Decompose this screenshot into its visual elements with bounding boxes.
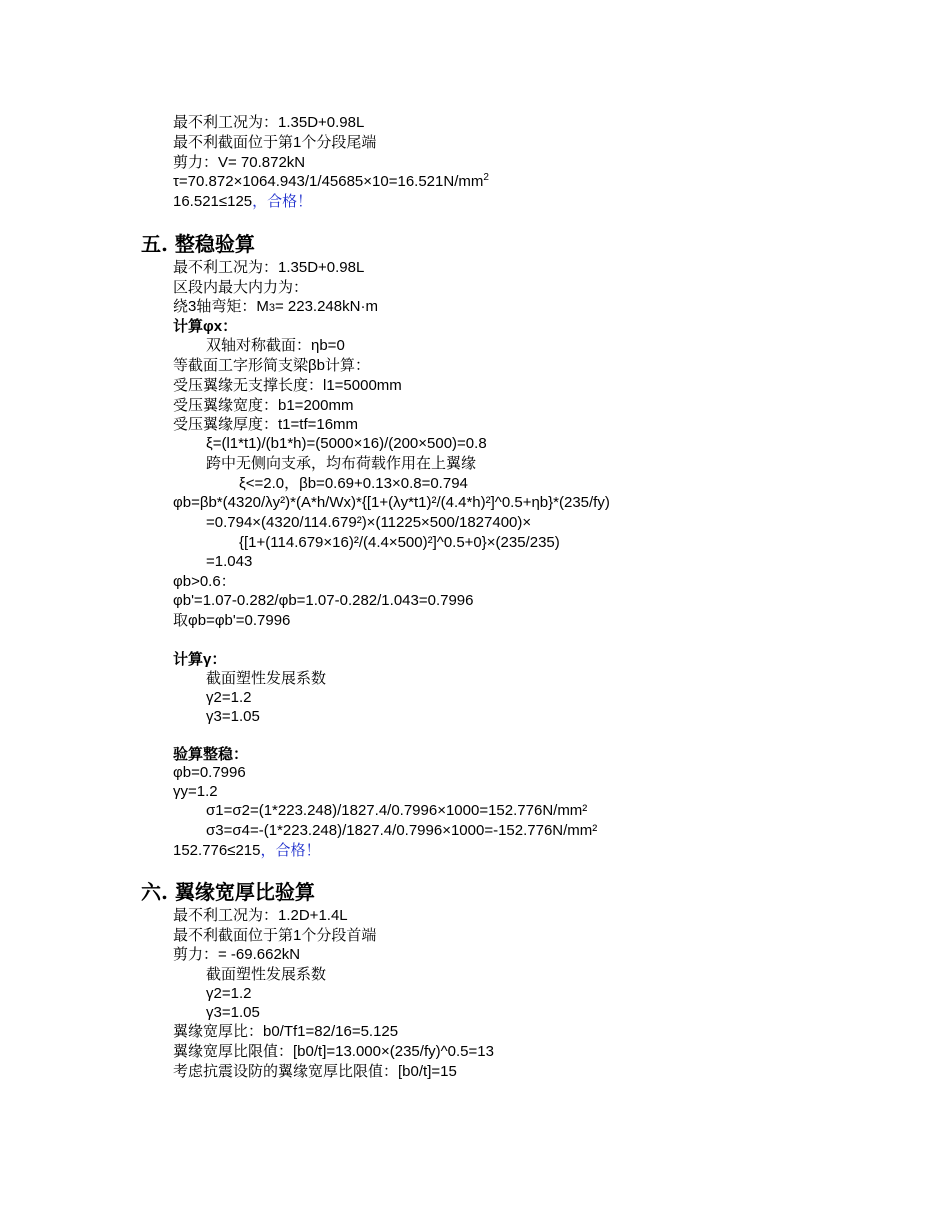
- s6-plastic-coef: 截面塑性发展系数: [206, 966, 327, 983]
- s6-section: 最不利截面位于第1个分段首端: [173, 927, 377, 944]
- pass-label: ，合格！: [260, 842, 321, 859]
- xi-condition: ξ<=2.0，βb=0.69+0.13×0.8=0.794: [239, 475, 468, 492]
- l1-length: 受压翼缘无支撑长度：l1=5000mm: [173, 377, 402, 394]
- phib-take: 取φb=φb'=0.7996: [173, 612, 291, 629]
- s5-max-force: 区段内最大内力为：: [173, 279, 309, 296]
- s6-force: 剪力：= -69.662kN: [173, 946, 301, 963]
- gamma-y: γy=1.2: [173, 783, 218, 800]
- flange-ratio-limit: 翼缘宽厚比限值：[b0/t]=13.000×(235/fy)^0.5=13: [173, 1043, 494, 1060]
- s6-gamma-3: γ3=1.05: [206, 1004, 260, 1021]
- t1-thickness: 受压翼缘厚度：t1=tf=16mm: [173, 416, 359, 433]
- flange-ratio: 翼缘宽厚比：b0/Tf1=82/16=5.125: [173, 1023, 399, 1040]
- sigma-12: σ1=σ2=(1*223.248)/1827.4/0.7996×1000=152.776N/mm²: [206, 802, 588, 819]
- shear-tau: $\tau=70.872\times 1064.943/1/45685\times 10=16.521N/mm^2$: [173, 172, 489, 190]
- phib-gt-06: φb>0.6：: [173, 573, 236, 590]
- phib-result: =1.043: [206, 553, 253, 570]
- gamma-title: 计算γ：: [173, 651, 227, 668]
- s6-case: 最不利工况为：1.2D+1.4L: [173, 907, 348, 924]
- s6-gamma-2: γ2=1.2: [206, 985, 252, 1002]
- beta-calc: 等截面工字形简支梁βb计算：: [173, 357, 370, 374]
- phix-title: 计算φx：: [173, 318, 238, 335]
- xi-formula: ξ=(l1*t1)/(b1*h)=(5000×16)/(200×500)=0.8: [206, 435, 487, 452]
- phib-value: φb=0.7996: [173, 764, 246, 781]
- section-6-title: 六. 翼缘宽厚比验算: [141, 880, 315, 904]
- shear-check: 16.521≤125，合格！: [173, 193, 313, 210]
- phib-prime: φb'=1.07-0.282/φb=1.07-0.282/1.043=0.7996: [173, 592, 474, 609]
- shear-section: 最不利截面位于第1个分段尾端: [173, 134, 377, 151]
- s5-check: 152.776≤215，合格！: [173, 842, 321, 859]
- sigma-34: σ3=σ4=-(1*223.248)/1827.4/0.7996×1000=-152.776N/mm²: [206, 822, 598, 839]
- lateral-note: 跨中无侧向支承，均布荷载作用在上翼缘: [206, 455, 477, 472]
- phib-formula: φb=βb*(4320/λy²)*(A*h/Wx)*{[1+(λy*t1)²/(4.4*h)²]^0.5+ηb}*(235/fy): [173, 494, 610, 511]
- section-5-title: 五. 整稳验算: [141, 232, 255, 256]
- s5-case: 最不利工况为：1.35D+0.98L: [173, 259, 365, 276]
- gamma-3: γ3=1.05: [206, 708, 260, 725]
- s5-moment: 绕3轴弯矩：M3= 223.248kN·m: [173, 298, 378, 315]
- verify-title: 验算整稳：: [173, 746, 249, 763]
- phib-substitution-1: =0.794×(4320/114.679²)×(11225×500/1827400)×: [206, 514, 532, 531]
- eta-b: 双轴对称截面：ηb=0: [206, 337, 345, 354]
- gamma-2: γ2=1.2: [206, 689, 252, 706]
- plastic-coef: 截面塑性发展系数: [206, 670, 327, 687]
- shear-case: 最不利工况为：1.35D+0.98L: [173, 114, 365, 131]
- shear-force: 剪力：V= 70.872kN: [173, 154, 306, 171]
- seismic-ratio-limit: 考虑抗震设防的翼缘宽厚比限值：[b0/t]=15: [173, 1063, 457, 1080]
- phib-substitution-2: {[1+(114.679×16)²/(4.4×500)²]^0.5+0}×(235/235): [239, 534, 560, 551]
- b1-width: 受压翼缘宽度：b1=200mm: [173, 397, 354, 414]
- pass-label: ，合格！: [252, 193, 313, 210]
